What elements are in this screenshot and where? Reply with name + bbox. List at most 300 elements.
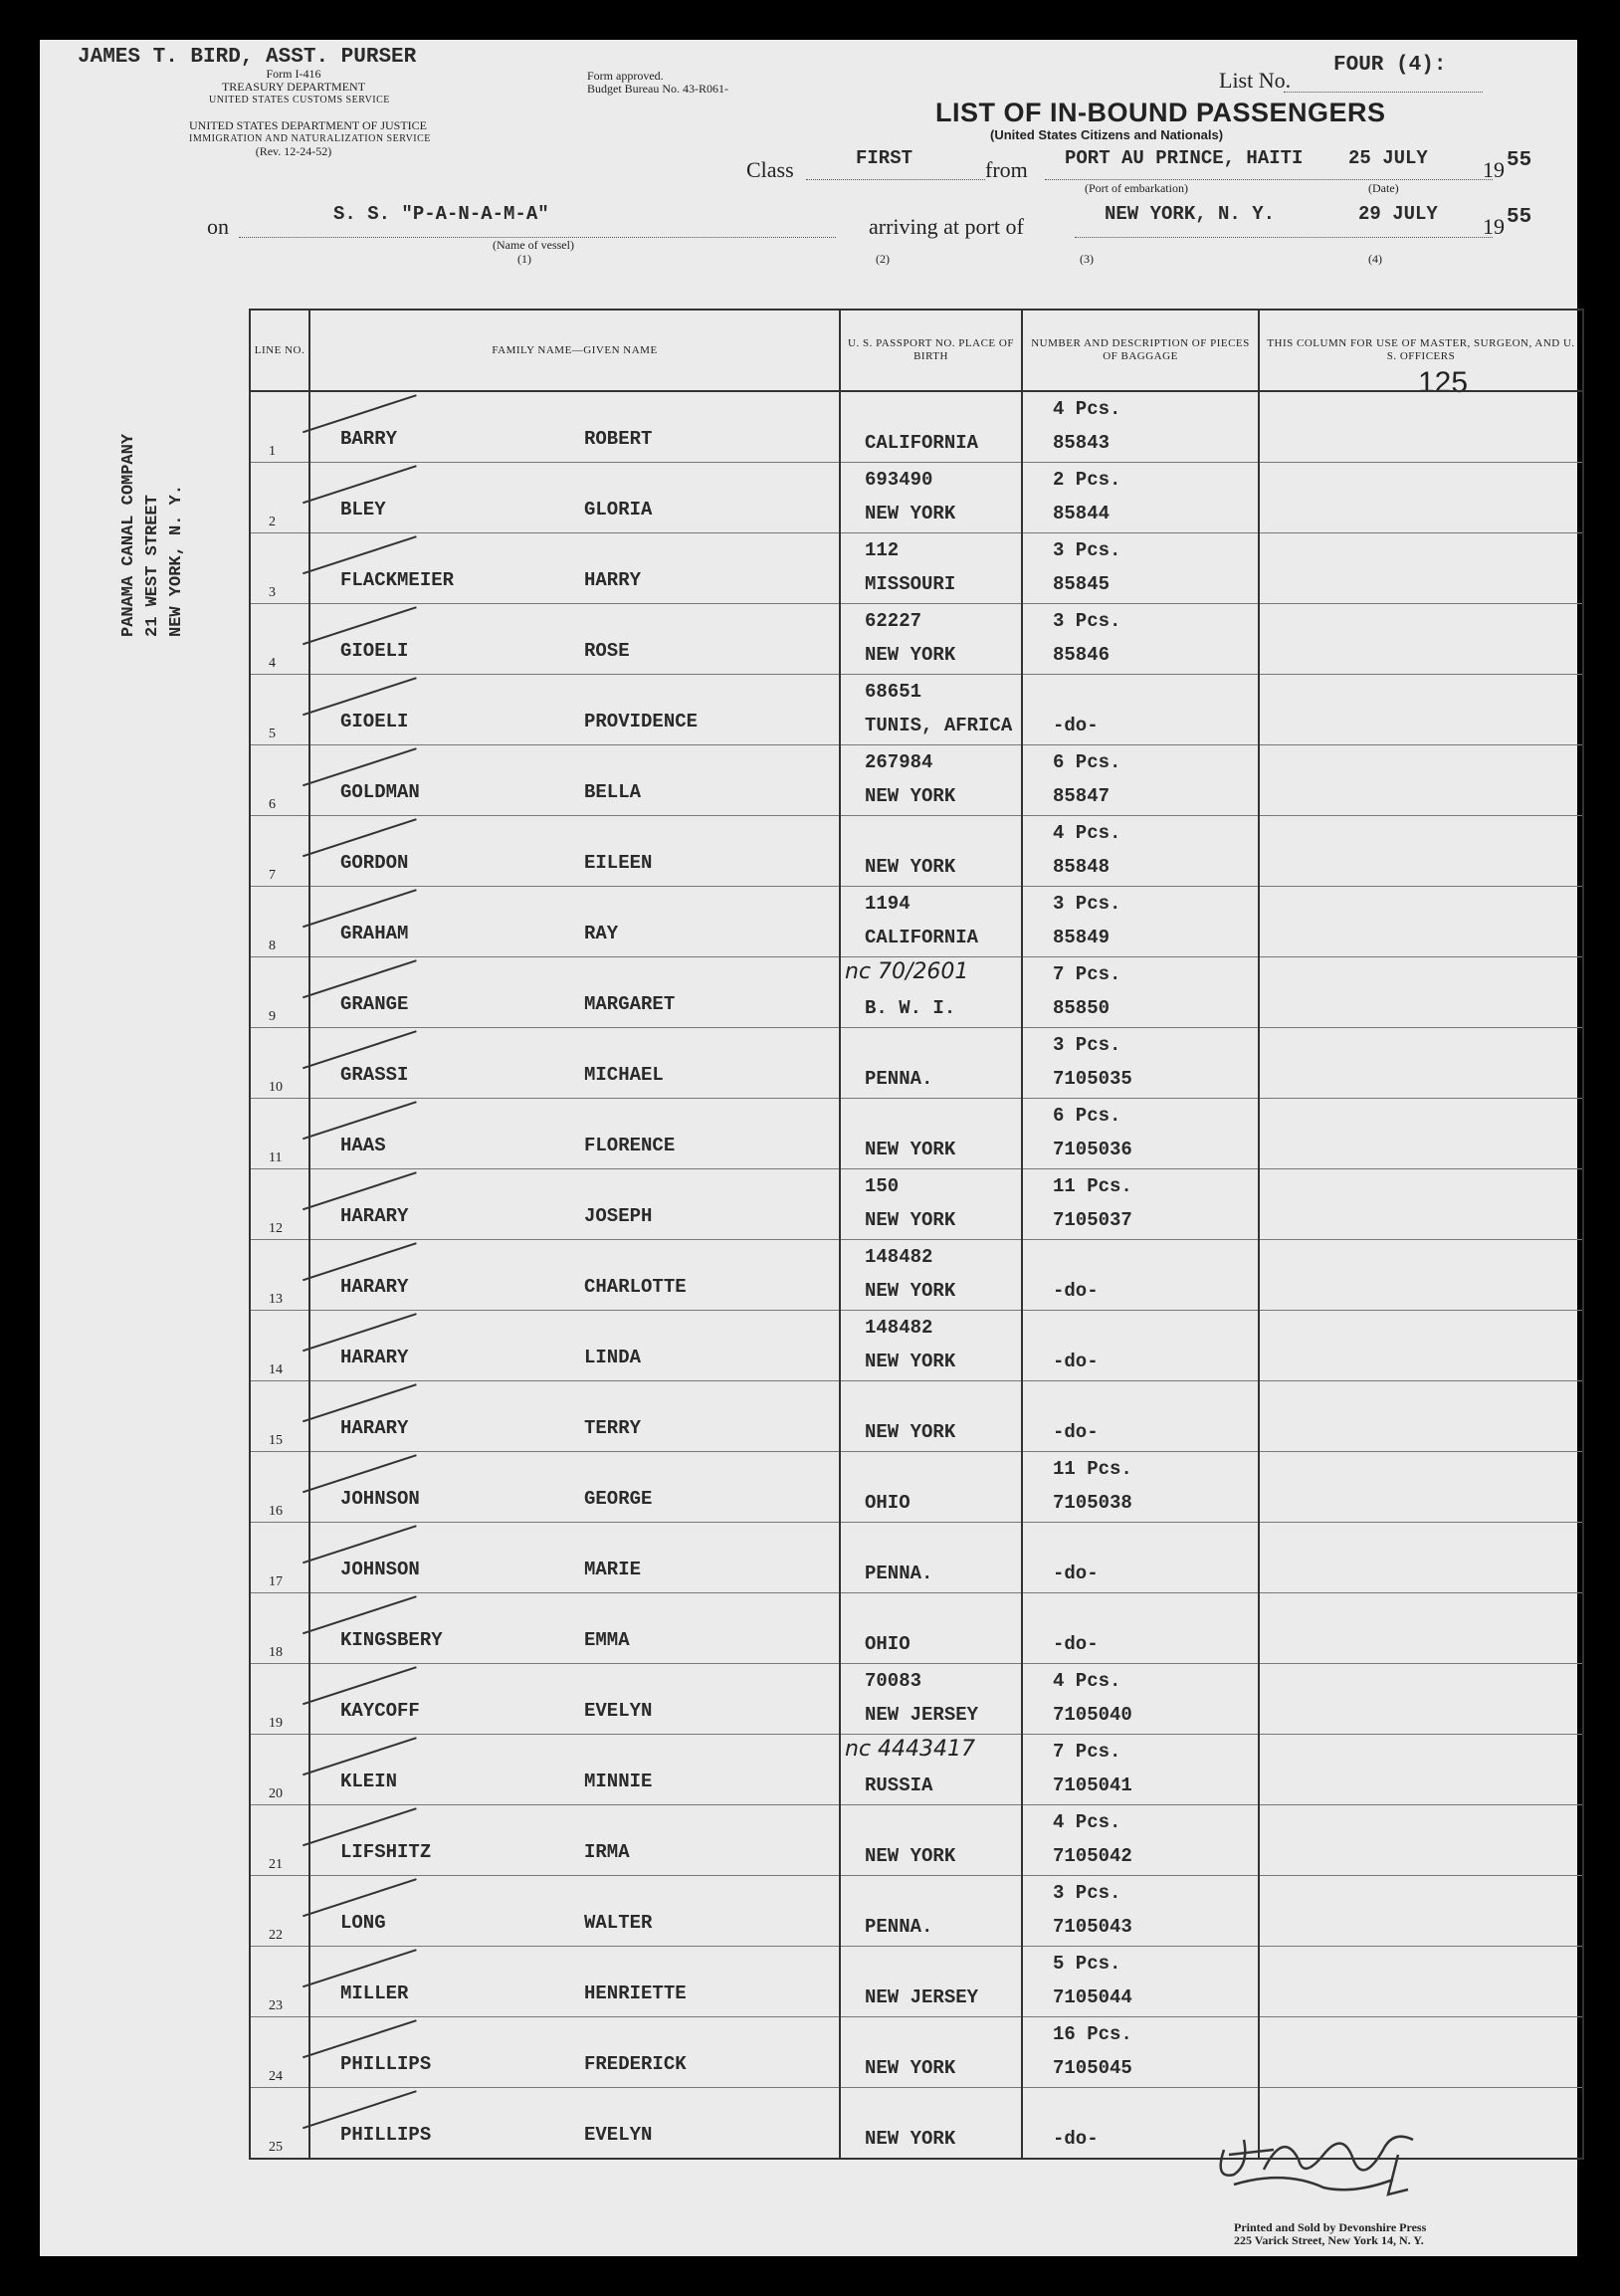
pieces-count: 4 Pcs. bbox=[1053, 1811, 1121, 1833]
line-no-cell bbox=[250, 1593, 309, 1664]
place-of-birth: CALIFORNIA bbox=[865, 432, 979, 454]
baggage-cell bbox=[1022, 1169, 1259, 1240]
line-number: 12 bbox=[269, 1221, 283, 1236]
family-name: JOHNSON bbox=[340, 1559, 420, 1580]
name-cell bbox=[309, 745, 840, 816]
baggage-number: -do- bbox=[1053, 1563, 1099, 1584]
passport-cell bbox=[840, 1805, 1022, 1876]
pieces-count: 6 Pcs. bbox=[1053, 1105, 1121, 1127]
name-cell bbox=[309, 533, 840, 604]
baggage-number: 85844 bbox=[1053, 503, 1111, 524]
on-label: on bbox=[207, 214, 229, 239]
handwritten-note: nc 70/2601 bbox=[845, 959, 969, 984]
baggage-number: 7105036 bbox=[1053, 1139, 1132, 1160]
given-name: JOSEPH bbox=[584, 1205, 653, 1227]
baggage-cell bbox=[1022, 1664, 1259, 1735]
line-number: 16 bbox=[269, 1504, 283, 1519]
pieces-count: 11 Pcs. bbox=[1053, 1458, 1132, 1480]
passport-cell bbox=[840, 675, 1022, 745]
passport-number: 112 bbox=[865, 539, 900, 561]
line-no-cell bbox=[250, 1805, 309, 1876]
place-of-birth: PENNA. bbox=[865, 1563, 933, 1584]
passport-cell bbox=[840, 1735, 1022, 1805]
line-no-cell bbox=[250, 1381, 309, 1452]
year-value: 55 bbox=[1507, 149, 1532, 172]
place-of-birth: NEW YORK bbox=[865, 1139, 956, 1160]
place-of-birth: NEW YORK bbox=[865, 1421, 956, 1443]
arriving-label: arriving at port of bbox=[869, 214, 1024, 239]
officers-cell bbox=[1259, 816, 1583, 887]
baggage-cell bbox=[1022, 1593, 1259, 1664]
line-number: 22 bbox=[269, 1928, 283, 1943]
officers-cell bbox=[1259, 391, 1583, 463]
table-header-row bbox=[250, 310, 1583, 391]
baggage-cell bbox=[1022, 675, 1259, 745]
name-cell bbox=[309, 1169, 840, 1240]
officers-cell bbox=[1259, 533, 1583, 604]
col-2-caption: (2) bbox=[876, 252, 890, 266]
col-4-caption: (4) bbox=[1368, 252, 1382, 266]
name-cell bbox=[309, 1876, 840, 1947]
family-name: JOHNSON bbox=[340, 1488, 420, 1510]
place-of-birth: NEW YORK bbox=[865, 503, 956, 524]
officers-cell bbox=[1259, 1028, 1583, 1099]
line-number: 10 bbox=[269, 1080, 283, 1095]
table-row bbox=[250, 604, 1583, 675]
place-of-birth: NEW YORK bbox=[865, 2057, 956, 2079]
family-name: HARARY bbox=[340, 1347, 409, 1368]
list-no-value: FOUR (4): bbox=[1333, 54, 1447, 77]
printer-line-1: Printed and Sold by Devonshire Press bbox=[1234, 2220, 1427, 2234]
name-cell bbox=[309, 1523, 840, 1593]
given-name: ROSE bbox=[584, 640, 630, 662]
line-no-cell bbox=[250, 816, 309, 887]
given-name: FLORENCE bbox=[584, 1135, 676, 1156]
table-row bbox=[250, 745, 1583, 816]
baggage-cell bbox=[1022, 533, 1259, 604]
officers-cell bbox=[1259, 1452, 1583, 1523]
given-name: RAY bbox=[584, 923, 619, 944]
baggage-number: 85846 bbox=[1053, 644, 1111, 666]
from-date: 25 JULY bbox=[1348, 147, 1428, 169]
family-name: HAAS bbox=[340, 1135, 386, 1156]
baggage-number: -do- bbox=[1053, 1280, 1099, 1302]
family-name: LIFSHITZ bbox=[340, 1841, 432, 1863]
pieces-count: 6 Pcs. bbox=[1053, 751, 1121, 773]
passport-cell bbox=[840, 2088, 1022, 2160]
line-no-cell bbox=[250, 745, 309, 816]
officers-cell bbox=[1259, 604, 1583, 675]
line-no-cell bbox=[250, 1169, 309, 1240]
place-of-birth: OHIO bbox=[865, 1492, 911, 1514]
table-row bbox=[250, 463, 1583, 533]
pieces-count: 3 Pcs. bbox=[1053, 610, 1121, 632]
line-no-cell bbox=[250, 675, 309, 745]
place-of-birth: NEW YORK bbox=[865, 1209, 956, 1231]
baggage-cell bbox=[1022, 745, 1259, 816]
official-number: 125 bbox=[1418, 366, 1469, 399]
family-name: HARARY bbox=[340, 1417, 409, 1439]
header-line-no: LINE NO. bbox=[250, 310, 309, 391]
family-name: HARARY bbox=[340, 1276, 409, 1298]
passport-cell bbox=[840, 816, 1022, 887]
baggage-number: 85849 bbox=[1053, 927, 1111, 948]
baggage-number: 7105040 bbox=[1053, 1704, 1132, 1726]
given-name: MARIE bbox=[584, 1559, 642, 1580]
officers-cell bbox=[1259, 1805, 1583, 1876]
place-of-birth: RUSSIA bbox=[865, 1774, 933, 1796]
table-row bbox=[250, 1381, 1583, 1452]
given-name: ROBERT bbox=[584, 428, 653, 450]
name-cell bbox=[309, 2088, 840, 2160]
given-name: TERRY bbox=[584, 1417, 642, 1439]
line-number: 2 bbox=[269, 515, 276, 529]
col-1-caption: (1) bbox=[517, 252, 531, 266]
line-no-cell bbox=[250, 463, 309, 533]
officers-cell bbox=[1259, 2017, 1583, 2088]
customs-service: UNITED STATES CUSTOMS SERVICE bbox=[209, 95, 390, 105]
baggage-cell bbox=[1022, 1452, 1259, 1523]
passport-number: 70083 bbox=[865, 1670, 922, 1692]
pieces-count: 5 Pcs. bbox=[1053, 1953, 1121, 1975]
given-name: IRMA bbox=[584, 1841, 630, 1863]
table-row bbox=[250, 533, 1583, 604]
passport-number: 267984 bbox=[865, 751, 933, 773]
year-prefix: 19 bbox=[1483, 157, 1505, 182]
col-3-caption: (3) bbox=[1080, 252, 1094, 266]
name-cell bbox=[309, 1311, 840, 1381]
name-cell bbox=[309, 1028, 840, 1099]
passport-cell bbox=[840, 957, 1022, 1028]
given-name: HENRIETTE bbox=[584, 1983, 687, 2004]
passport-cell bbox=[840, 1452, 1022, 1523]
place-of-birth: TUNIS, AFRICA bbox=[865, 715, 1013, 736]
line-number: 9 bbox=[269, 1009, 276, 1024]
passport-number: 150 bbox=[865, 1175, 900, 1197]
line-number: 20 bbox=[269, 1786, 283, 1801]
line-no-cell bbox=[250, 1099, 309, 1169]
place-of-birth: CALIFORNIA bbox=[865, 927, 979, 948]
budget-text: Budget Bureau No. 43-R061- bbox=[587, 82, 728, 96]
pieces-count: 3 Pcs. bbox=[1053, 539, 1121, 561]
name-cell bbox=[309, 1452, 840, 1523]
place-of-birth: OHIO bbox=[865, 1633, 911, 1655]
line-no-cell bbox=[250, 957, 309, 1028]
table-row bbox=[250, 1805, 1583, 1876]
given-name: MARGARET bbox=[584, 993, 676, 1015]
line-number: 19 bbox=[269, 1716, 283, 1731]
passport-cell bbox=[840, 1311, 1022, 1381]
baggage-cell bbox=[1022, 391, 1259, 463]
table-row bbox=[250, 1452, 1583, 1523]
justice-dept: UNITED STATES DEPARTMENT OF JUSTICE bbox=[189, 118, 428, 132]
class-value: FIRST bbox=[856, 147, 913, 169]
baggage-cell bbox=[1022, 2017, 1259, 2088]
line-number: 6 bbox=[269, 797, 276, 812]
family-name: GORDON bbox=[340, 852, 409, 874]
baggage-cell bbox=[1022, 1099, 1259, 1169]
line-no-cell bbox=[250, 1523, 309, 1593]
line-number: 17 bbox=[269, 1574, 283, 1589]
baggage-number: 7105035 bbox=[1053, 1068, 1132, 1090]
table-row bbox=[250, 816, 1583, 887]
printer-note bbox=[1234, 2221, 1426, 2247]
given-name: MINNIE bbox=[584, 1771, 653, 1792]
pieces-count: 11 Pcs. bbox=[1053, 1175, 1132, 1197]
passport-cell bbox=[840, 1028, 1022, 1099]
given-name: PROVIDENCE bbox=[584, 711, 699, 732]
family-name: HARARY bbox=[340, 1205, 409, 1227]
baggage-number: 85848 bbox=[1053, 856, 1111, 878]
baggage-cell bbox=[1022, 957, 1259, 1028]
line-no-cell bbox=[250, 1240, 309, 1311]
vessel-name: S. S. "P-A-N-A-M-A" bbox=[333, 203, 549, 225]
treasury-dept: TREASURY DEPARTMENT bbox=[221, 80, 366, 94]
from-label: from bbox=[985, 157, 1028, 182]
pieces-count: 7 Pcs. bbox=[1053, 963, 1121, 985]
passport-cell bbox=[840, 745, 1022, 816]
given-name: GLORIA bbox=[584, 499, 653, 521]
officers-cell bbox=[1259, 745, 1583, 816]
family-name: GOLDMAN bbox=[340, 781, 420, 803]
baggage-number: 7105043 bbox=[1053, 1916, 1132, 1938]
pieces-count: 4 Pcs. bbox=[1053, 822, 1121, 844]
form-header-left bbox=[209, 67, 390, 106]
place-of-birth: NEW JERSEY bbox=[865, 1986, 979, 2008]
baggage-number: 7105037 bbox=[1053, 1209, 1132, 1231]
family-name: FLACKMEIER bbox=[340, 569, 455, 591]
passport-cell bbox=[840, 1947, 1022, 2017]
line-no-cell bbox=[250, 391, 309, 463]
table-row bbox=[250, 1735, 1583, 1805]
family-name: GRANGE bbox=[340, 993, 409, 1015]
given-name: MICHAEL bbox=[584, 1064, 664, 1086]
place-of-birth: PENNA. bbox=[865, 1068, 933, 1090]
family-name: KINGSBERY bbox=[340, 1629, 443, 1651]
line-no-cell bbox=[250, 887, 309, 957]
table-row bbox=[250, 1240, 1583, 1311]
place-of-birth: NEW YORK bbox=[865, 1280, 956, 1302]
officers-cell bbox=[1259, 1664, 1583, 1735]
officers-cell bbox=[1259, 1311, 1583, 1381]
vessel-caption: (Name of vessel) bbox=[493, 238, 574, 252]
passport-number: 148482 bbox=[865, 1317, 933, 1339]
baggage-cell bbox=[1022, 887, 1259, 957]
baggage-cell bbox=[1022, 1947, 1259, 2017]
table-row bbox=[250, 1099, 1583, 1169]
name-cell bbox=[309, 391, 840, 463]
passport-number: 1194 bbox=[865, 893, 911, 915]
passport-cell bbox=[840, 1099, 1022, 1169]
company-stamp bbox=[117, 434, 189, 637]
family-name: KAYCOFF bbox=[340, 1700, 420, 1722]
name-cell bbox=[309, 604, 840, 675]
officers-cell bbox=[1259, 463, 1583, 533]
line-number: 7 bbox=[269, 868, 276, 883]
passport-cell bbox=[840, 1664, 1022, 1735]
line-number: 3 bbox=[269, 585, 276, 600]
year-prefix-2: 19 bbox=[1483, 214, 1505, 239]
place-of-birth: NEW YORK bbox=[865, 856, 956, 878]
from-port: PORT AU PRINCE, HAITI bbox=[1065, 147, 1304, 169]
officers-cell bbox=[1259, 887, 1583, 957]
officers-cell bbox=[1259, 1169, 1583, 1240]
family-name: PHILLIPS bbox=[340, 2053, 432, 2075]
name-cell bbox=[309, 2017, 840, 2088]
table-row bbox=[250, 2017, 1583, 2088]
passport-cell bbox=[840, 1240, 1022, 1311]
table-row bbox=[250, 1876, 1583, 1947]
family-name: GRASSI bbox=[340, 1064, 409, 1086]
place-of-birth: PENNA. bbox=[865, 1916, 933, 1938]
baggage-number: -do- bbox=[1053, 2128, 1099, 2150]
officers-cell bbox=[1259, 957, 1583, 1028]
officers-cell bbox=[1259, 1240, 1583, 1311]
baggage-cell bbox=[1022, 463, 1259, 533]
baggage-number: -do- bbox=[1053, 1633, 1099, 1655]
handwritten-note: nc 4443417 bbox=[845, 1737, 976, 1762]
form-number: Form I-416 bbox=[266, 67, 321, 81]
pieces-count: 2 Pcs. bbox=[1053, 469, 1121, 491]
table-row bbox=[250, 1664, 1583, 1735]
passport-number: 68651 bbox=[865, 681, 922, 703]
header-officers: THIS COLUMN FOR USE OF MASTER, SURGEON, AND U. S. OFFICERS bbox=[1259, 310, 1583, 391]
place-of-birth: NEW YORK bbox=[865, 1351, 956, 1372]
line-no-cell bbox=[250, 1452, 309, 1523]
baggage-number: 7105044 bbox=[1053, 1986, 1132, 2008]
table-row bbox=[250, 1593, 1583, 1664]
given-name: EVELYN bbox=[584, 1700, 653, 1722]
line-no-cell bbox=[250, 1876, 309, 1947]
baggage-number: 7105042 bbox=[1053, 1845, 1132, 1867]
baggage-number: 7105045 bbox=[1053, 2057, 1132, 2079]
line-no-cell bbox=[250, 2088, 309, 2160]
line-number: 25 bbox=[269, 2140, 283, 2155]
line-no-cell bbox=[250, 2017, 309, 2088]
line-no-cell bbox=[250, 1947, 309, 2017]
baggage-number: 85847 bbox=[1053, 785, 1111, 807]
passport-cell bbox=[840, 2017, 1022, 2088]
family-name: GIOELI bbox=[340, 711, 409, 732]
baggage-number: 85845 bbox=[1053, 573, 1111, 595]
line-no-cell bbox=[250, 533, 309, 604]
family-name: MILLER bbox=[340, 1983, 409, 2004]
line-number: 24 bbox=[269, 2069, 283, 2084]
given-name: EMMA bbox=[584, 1629, 630, 1651]
class-label: Class bbox=[746, 157, 794, 182]
place-of-birth: NEW YORK bbox=[865, 644, 956, 666]
baggage-cell bbox=[1022, 1311, 1259, 1381]
baggage-cell bbox=[1022, 1735, 1259, 1805]
line-number: 18 bbox=[269, 1645, 283, 1660]
given-name: WALTER bbox=[584, 1912, 653, 1934]
baggage-number: 7105038 bbox=[1053, 1492, 1132, 1514]
table-row bbox=[250, 1169, 1583, 1240]
name-cell bbox=[309, 1947, 840, 2017]
officers-cell bbox=[1259, 1523, 1583, 1593]
baggage-cell bbox=[1022, 1876, 1259, 1947]
passport-cell bbox=[840, 887, 1022, 957]
line-no-cell bbox=[250, 604, 309, 675]
officers-cell bbox=[1259, 1593, 1583, 1664]
name-cell bbox=[309, 1099, 840, 1169]
passport-cell bbox=[840, 1169, 1022, 1240]
name-cell bbox=[309, 1381, 840, 1452]
table-row bbox=[250, 675, 1583, 745]
passport-cell bbox=[840, 1523, 1022, 1593]
name-cell bbox=[309, 1805, 840, 1876]
family-name: GRAHAM bbox=[340, 923, 409, 944]
line-number: 15 bbox=[269, 1433, 283, 1448]
table-row bbox=[250, 1311, 1583, 1381]
family-name: PHILLIPS bbox=[340, 2124, 432, 2146]
stamp-line-2: 21 WEST STREET bbox=[143, 495, 162, 637]
table-row bbox=[250, 957, 1583, 1028]
page-subtitle: (United States Citizens and Nationals) bbox=[990, 127, 1224, 142]
line-no-cell bbox=[250, 1664, 309, 1735]
baggage-number: -do- bbox=[1053, 1351, 1099, 1372]
pieces-count: 3 Pcs. bbox=[1053, 893, 1121, 915]
passport-cell bbox=[840, 463, 1022, 533]
passport-cell bbox=[840, 604, 1022, 675]
pieces-count: 3 Pcs. bbox=[1053, 1034, 1121, 1056]
stamp-line-3: NEW YORK, N. Y. bbox=[167, 484, 186, 637]
name-cell bbox=[309, 1240, 840, 1311]
place-of-birth: NEW YORK bbox=[865, 1845, 956, 1867]
place-of-birth: NEW YORK bbox=[865, 2128, 956, 2150]
manifest-page bbox=[40, 40, 1577, 2256]
line-number: 5 bbox=[269, 727, 276, 741]
table-row bbox=[250, 1028, 1583, 1099]
form-approved bbox=[587, 70, 728, 96]
line-no-cell bbox=[250, 1311, 309, 1381]
stamp-line-1: PANAMA CANAL COMPANY bbox=[119, 433, 138, 637]
header-passport: U. S. PASSPORT NO. PLACE OF BIRTH bbox=[840, 310, 1022, 391]
line-number: 4 bbox=[269, 656, 276, 671]
family-name: BLEY bbox=[340, 499, 386, 521]
given-name: EVELYN bbox=[584, 2124, 653, 2146]
officers-cell bbox=[1259, 1876, 1583, 1947]
table-row bbox=[250, 887, 1583, 957]
baggage-number: -do- bbox=[1053, 715, 1099, 736]
given-name: BELLA bbox=[584, 781, 642, 803]
year-value-2: 55 bbox=[1507, 206, 1532, 229]
line-number: 11 bbox=[269, 1150, 283, 1165]
given-name: HARRY bbox=[584, 569, 642, 591]
table-row bbox=[250, 391, 1583, 463]
place-of-birth: NEW YORK bbox=[865, 785, 956, 807]
table-row bbox=[250, 1947, 1583, 2017]
name-cell bbox=[309, 816, 840, 887]
line-no-cell bbox=[250, 1028, 309, 1099]
header-name: FAMILY NAME—GIVEN NAME bbox=[309, 310, 840, 391]
handwritten-signature bbox=[1204, 2110, 1433, 2199]
given-name: LINDA bbox=[584, 1347, 642, 1368]
officers-cell bbox=[1259, 1381, 1583, 1452]
immigration-service: IMMIGRATION AND NATURALIZATION SERVICE bbox=[189, 133, 431, 144]
name-cell bbox=[309, 675, 840, 745]
name-cell bbox=[309, 887, 840, 957]
pieces-count: 3 Pcs. bbox=[1053, 1882, 1121, 1904]
pieces-count: 4 Pcs. bbox=[1053, 398, 1121, 420]
header-baggage: NUMBER AND DESCRIPTION OF PIECES OF BAGGAGE bbox=[1022, 310, 1259, 391]
given-name: FREDERICK bbox=[584, 2053, 687, 2075]
name-cell bbox=[309, 1664, 840, 1735]
passport-cell bbox=[840, 1381, 1022, 1452]
baggage-cell bbox=[1022, 1523, 1259, 1593]
family-name: LONG bbox=[340, 1912, 386, 1934]
baggage-cell bbox=[1022, 604, 1259, 675]
